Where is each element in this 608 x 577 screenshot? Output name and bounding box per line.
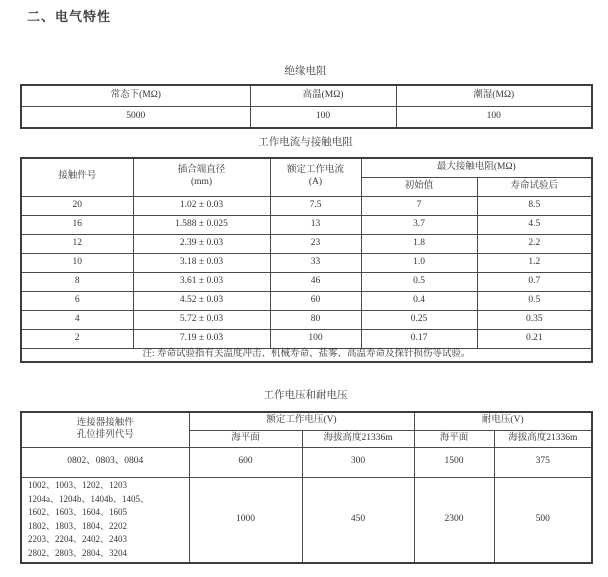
header-cell-diameter: 插合端直径 (mm) [133,158,270,196]
code-cell: 1002、1003、1202、1203 1204a、1204b、1404b、1405、 1602、1603、1604、1605 1802、1803、1804、2202 2203、2204、2402、2403 2802、2803、2804、3204 [21,477,189,563]
header-cell-altitude: 海拔高度21336m [494,430,592,447]
after-life-cell: 8.5 [477,196,592,215]
table-row [21,272,592,291]
header-cell-max-resistance: 最大接触电阻(MΩ) [361,158,592,177]
rated-sea-cell: 600 [189,447,302,477]
contact-no-cell: 8 [21,272,133,291]
withstand-altitude-cell: 375 [494,447,592,477]
after-life-cell: 0.7 [477,272,592,291]
withstand-sea-cell: 2300 [414,477,494,563]
current-table [20,157,593,363]
current-cell: 46 [270,272,361,291]
table-row [21,234,592,253]
header-cell-altitude: 海拔高度21336m [302,430,414,447]
contact-no-cell: 12 [21,234,133,253]
diameter-cell: 3.18 ± 0.03 [133,253,270,272]
value-cell: 100 [250,106,396,128]
rated-altitude-cell: 300 [302,447,414,477]
table-header-row [21,158,592,177]
current-table-title: 工作电流与接触电阻 [258,137,353,148]
table-row [21,106,592,128]
current-cell: 7.5 [270,196,361,215]
after-life-cell: 0.35 [477,310,592,329]
initial-cell: 0.25 [361,310,477,329]
header-cell-initial: 初始值 [361,177,477,196]
table-row [21,329,592,348]
contact-no-cell: 20 [21,196,133,215]
value-cell: 5000 [21,106,250,128]
insulation-table-title: 绝缘电阻 [284,66,327,77]
header-cell-withstand-voltage: 耐电压(V) [414,412,592,430]
section-heading: 二、电气特性 [27,9,112,24]
voltage-table-title: 工作电压和耐电压 [263,390,348,401]
table-note-row [21,348,592,362]
rated-sea-cell: 1000 [189,477,302,563]
diameter-cell: 4.52 ± 0.03 [133,291,270,310]
table-row [21,291,592,310]
header-cell-humid: 潮湿(MΩ) [396,85,592,106]
after-life-cell: 0.5 [477,291,592,310]
header-cell-rated-voltage: 额定工作电压(V) [189,412,414,430]
current-cell: 80 [270,310,361,329]
contact-no-cell: 6 [21,291,133,310]
withstand-altitude-cell: 500 [494,477,592,563]
current-cell: 60 [270,291,361,310]
diameter-cell: 1.02 ± 0.03 [133,196,270,215]
initial-cell: 1.8 [361,234,477,253]
after-life-cell: 1.2 [477,253,592,272]
initial-cell: 0.4 [361,291,477,310]
after-life-cell: 4.5 [477,215,592,234]
contact-no-cell: 10 [21,253,133,272]
current-cell: 13 [270,215,361,234]
initial-cell: 0.5 [361,272,477,291]
header-cell-high-temp: 高温(MΩ) [250,85,396,106]
withstand-sea-cell: 1500 [414,447,494,477]
table-row [21,253,592,272]
table-row [21,215,592,234]
after-life-cell: 2.2 [477,234,592,253]
contact-no-cell: 2 [21,329,133,348]
table-row [21,447,592,477]
header-cell-rated-current: 额定工作电流 (A) [270,158,361,196]
current-cell: 23 [270,234,361,253]
initial-cell: 3.7 [361,215,477,234]
value-cell: 100 [396,106,592,128]
diameter-cell: 5.72 ± 0.03 [133,310,270,329]
rated-altitude-cell: 450 [302,477,414,563]
diameter-cell: 2.39 ± 0.03 [133,234,270,253]
diameter-cell: 3.61 ± 0.03 [133,272,270,291]
initial-cell: 7 [361,196,477,215]
table-header-row [21,412,592,430]
initial-cell: 1.0 [361,253,477,272]
insulation-table [20,84,593,129]
voltage-table [20,411,593,564]
header-cell-after-life: 寿命试验后 [477,177,592,196]
header-cell-contact-no: 接触件号 [21,158,133,196]
table-row [21,310,592,329]
contact-no-cell: 4 [21,310,133,329]
header-cell-code: 连接器接触件 孔位排列代号 [21,412,189,447]
diameter-cell: 1.588 ± 0.025 [133,215,270,234]
initial-cell: 0.17 [361,329,477,348]
header-cell-sea-level: 海平面 [189,430,302,447]
current-cell: 33 [270,253,361,272]
header-cell-sea-level: 海平面 [414,430,494,447]
header-cell-normal: 常态下(MΩ) [21,85,250,106]
table-row [21,196,592,215]
diameter-cell: 7.19 ± 0.03 [133,329,270,348]
table-header-row [21,85,592,106]
current-cell: 100 [270,329,361,348]
table-row [21,477,592,563]
code-cell: 0802、0803、0804 [21,447,189,477]
after-life-cell: 0.21 [477,329,592,348]
note-cell: 注: 寿命试验指有关温度冲击、机械寿命、盐雾、高温寿命及探针损伤等试验。 [21,348,592,362]
contact-no-cell: 16 [21,215,133,234]
